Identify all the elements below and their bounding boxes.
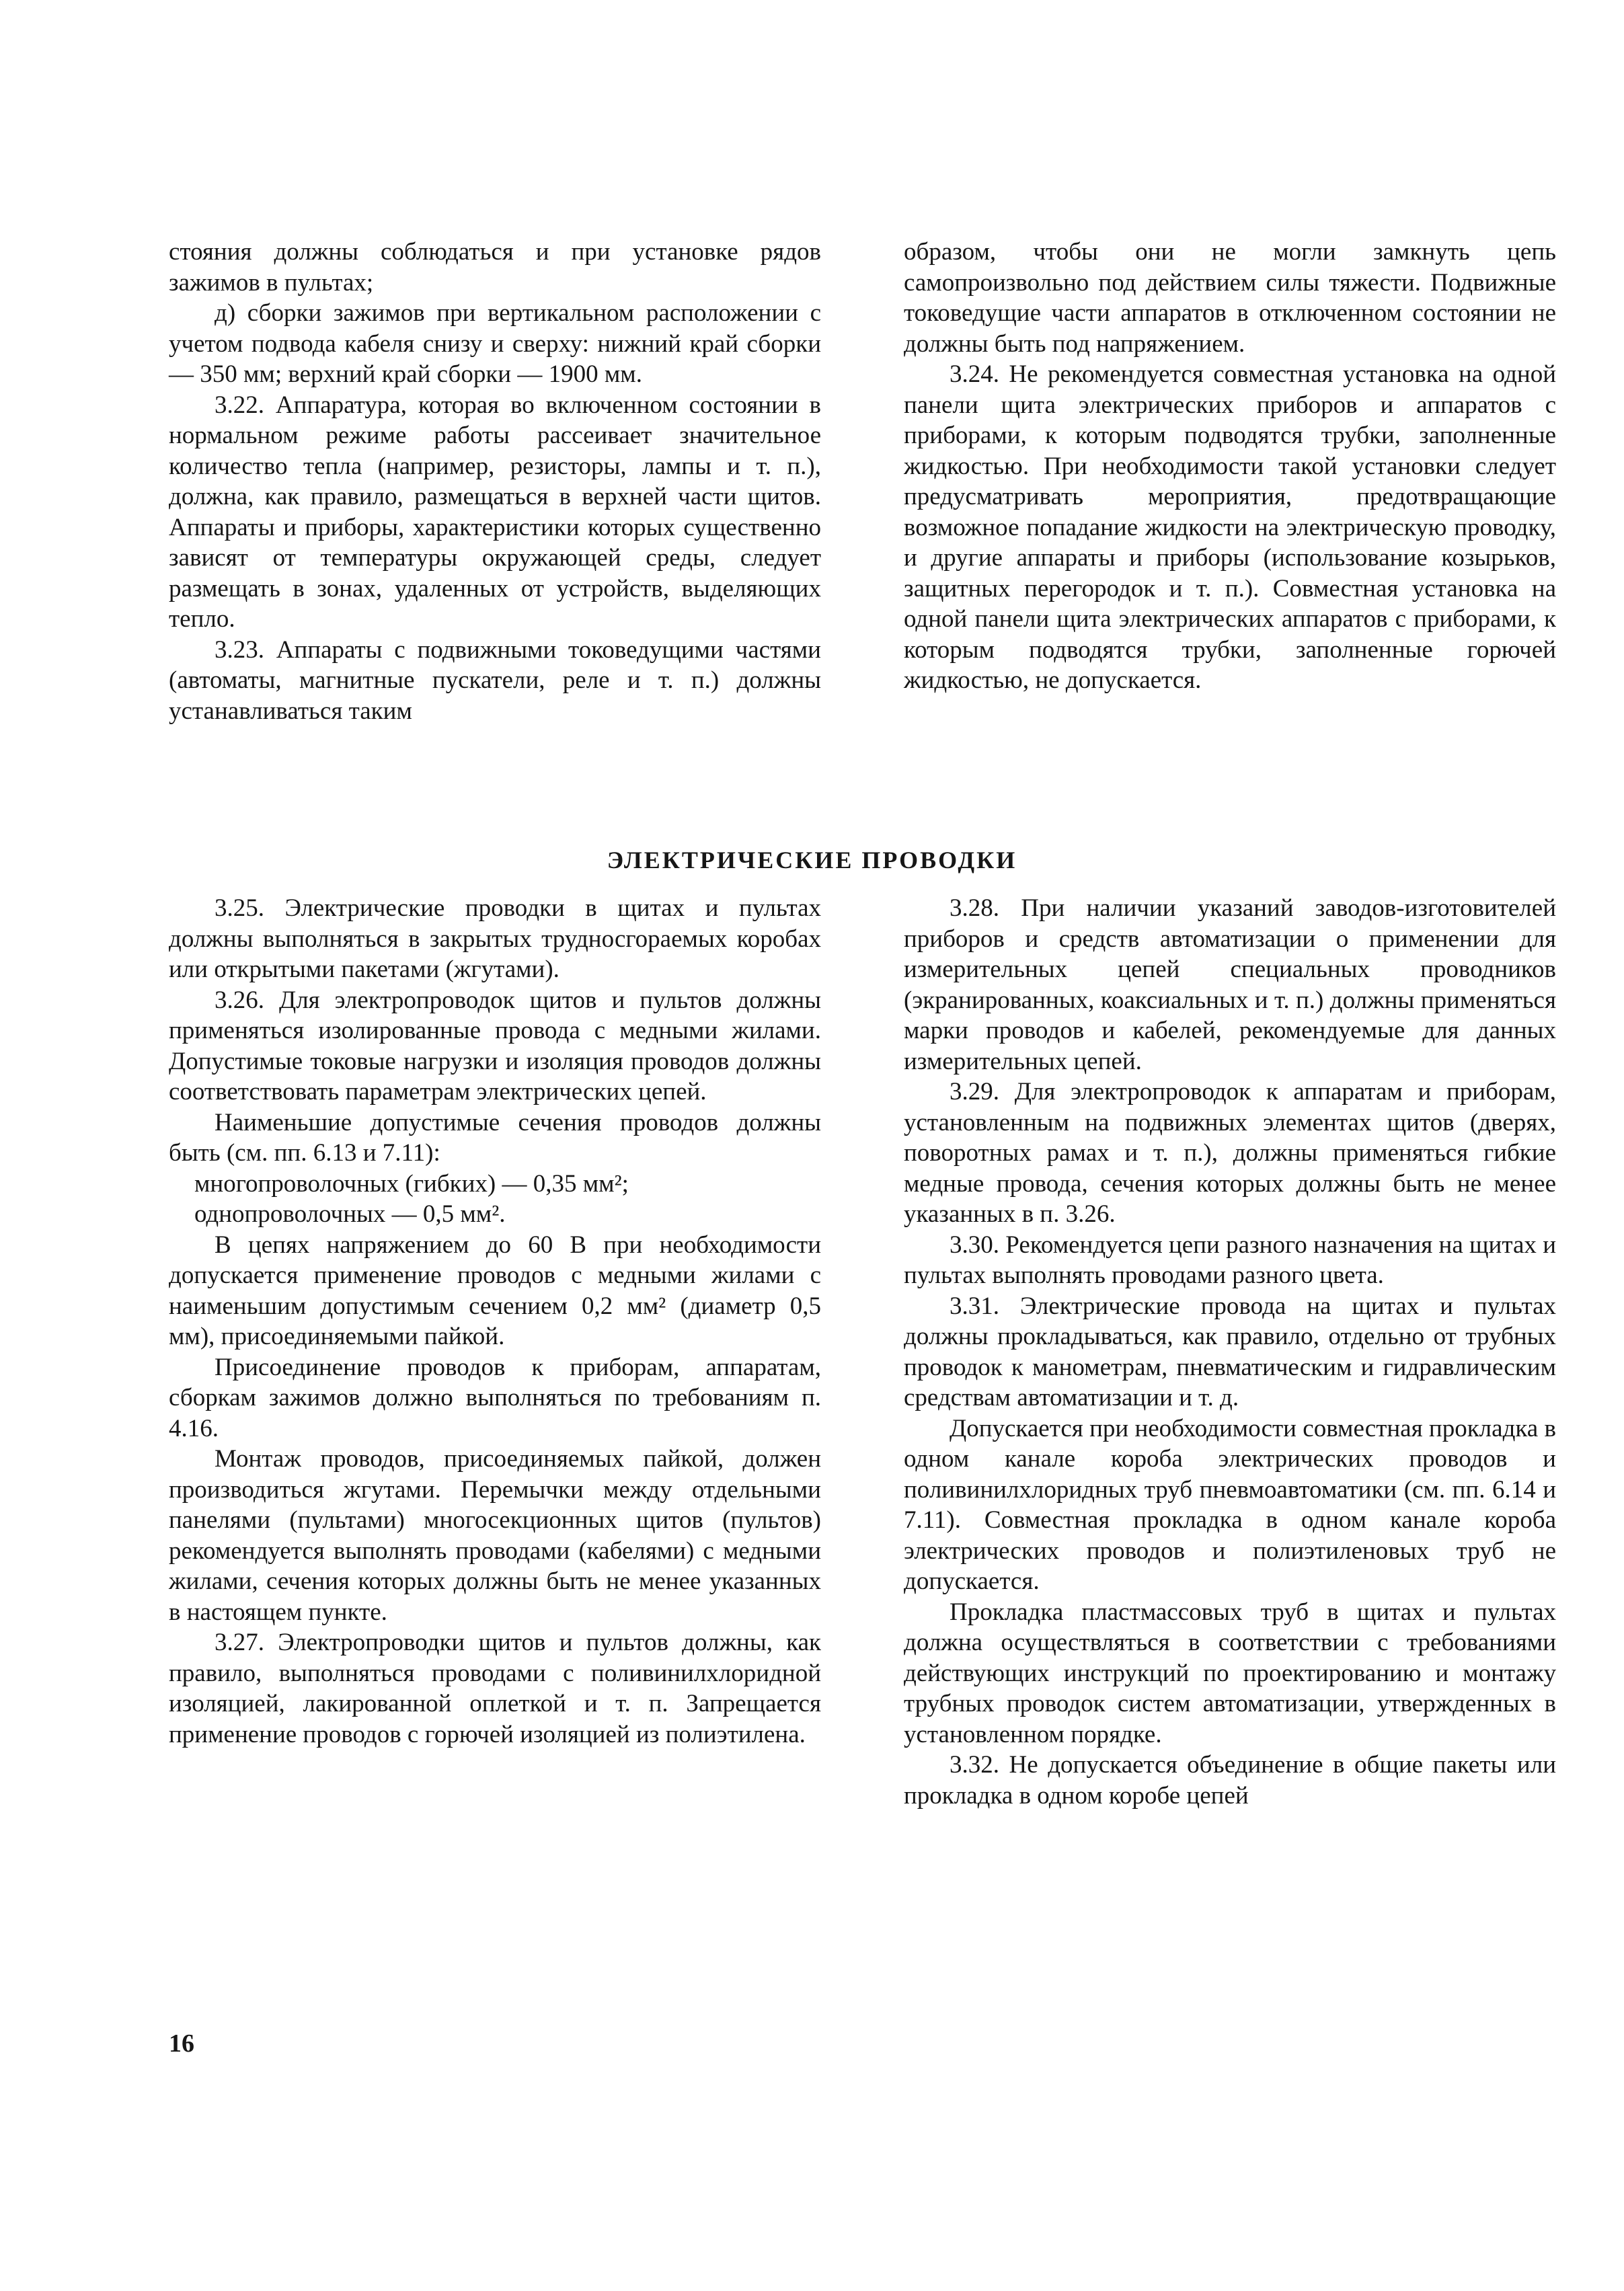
paragraph-3-25: 3.25. Электрические проводки в щитах и пультах должны выполняться в закрытых трудносгораемых коробах или открытыми пакетами (жгутами). bbox=[169, 894, 821, 983]
paragraph-3-26: 3.26. Для электропроводок щитов и пультов должны применяться изолированные провода с медными жилами. Допустимые токовые нагрузки и изоляция проводов должны соответствовать параметрам электрических цепей. bbox=[169, 986, 821, 1105]
section-heading: ЭЛЕКТРИЧЕСКИЕ ПРОВОДКИ bbox=[607, 847, 1017, 873]
list-item: однопроволочных — 0,5 мм². bbox=[194, 1200, 506, 1228]
paragraph-3-22: 3.22. Аппаратура, которая во включенном состоянии в нормальном режиме работы рассеивает значительное количество тепла (например, резисторы, лампы и т. п.), должна, как правило, размещаться в верхней части щитов. Аппараты и приборы, характеристики которых существенно зависят от температуры окружающей среды, следует размещать в зонах, удаленных от устройств, выделяющих тепло. bbox=[169, 391, 821, 633]
top-left-column bbox=[169, 237, 821, 726]
bottom-left-column bbox=[169, 893, 821, 1750]
paragraph: Монтаж проводов, присоединяемых пайкой, должен производиться жгутами. Перемычки между отдельными панелями (пультами) многосекционных щитов (пультов) рекомендуется выполнять проводами (кабелями) с медными жилами, сечения которых должны быть не менее указанных в настоящем пункте. bbox=[169, 1445, 821, 1626]
paragraph-3-28: 3.28. При наличии указаний заводов-изготовителей приборов и средств автоматизации о применении для измерительных цепей специальных проводников (экранированных, коаксиальных и т. п.) должны применяться марки проводов и кабелей, рекомендуемые для данных измерительных цепей. bbox=[904, 894, 1556, 1075]
paragraph: В цепях напряжением до 60 В при необходимости допускается применение проводов с медными жилами с наименьшим допустимым сечением 0,2 мм² (диаметр 0,5 мм), присоединяемыми пайкой. bbox=[169, 1231, 821, 1350]
paragraph-3-24: 3.24. Не рекомендуется совместная установка на одной панели щита электрических приборов и аппаратов с приборами, к которым подводятся трубки, заполненные жидкостью. При необходимости такой установки следует предусматривать мероприятия, предотвращающие возможное попадание жидкости на электрическую проводку, и другие аппараты и приборы (использование козырьков, защитных перегородок и т. п.). Совместная установка на одной панели щита электрических аппаратов с приборами, к которым подводятся трубки, заполненные горючей жидкостью, не допускается. bbox=[904, 360, 1556, 694]
paragraph-3-27: 3.27. Электропроводки щитов и пультов должны, как правило, выполняться проводами с поливинилхлоридной изоляцией, лакированной оплеткой и т. п. Запрещается применение проводов с горючей изоляцией из полиэтилена. bbox=[169, 1629, 821, 1748]
paragraph-3-30: 3.30. Рекомендуется цепи разного назначения на щитах и пультах выполнять проводами разного цвета. bbox=[904, 1231, 1556, 1289]
paragraph-3-29: 3.29. Для электропроводок к аппаратам и приборам, установленным на подвижных элементах щитов (дверях, поворотных рамах и т. п.), должны применяться гибкие медные провода, сечения которых должны быть не менее указанных в п. 3.26. bbox=[904, 1078, 1556, 1228]
top-right-column bbox=[904, 237, 1556, 696]
page-number: 16 bbox=[169, 2029, 194, 2058]
paragraph-3-31: 3.31. Электрические провода на щитах и пультах должны прокладываться, как правило, отдельно от трубных проводок к манометрам, пневматическим и гидравлическим средствам автоматизации и т. д. bbox=[904, 1292, 1556, 1411]
paragraph: стояния должны соблюдаться и при установке рядов зажимов в пультах; bbox=[169, 238, 821, 297]
paragraph-3-23: 3.23. Аппараты с подвижными токоведущими частями (автоматы, магнитные пускатели, реле и т. п.) должны устанавливаться таким bbox=[169, 635, 821, 725]
paragraph: Присоединение проводов к приборам, аппаратам, сборкам зажимов должно выполняться по требованиям п. 4.16. bbox=[169, 1353, 821, 1442]
paragraph: Наименьшие допустимые сечения проводов должны быть (см. пп. 6.13 и 7.11): bbox=[169, 1108, 821, 1167]
paragraph: Допускается при необходимости совместная прокладка в одном канале короба электрических проводов и поливинилхлоридных труб пневмоавтоматики (см. пп. 6.14 и 7.11). Совместная прокладка в одном канале короба электрических проводов и полиэтиленовых труб не допускается. bbox=[904, 1414, 1556, 1595]
list-item: многопроволочных (гибких) — 0,35 мм²; bbox=[194, 1169, 629, 1198]
bottom-right-column bbox=[904, 893, 1556, 1811]
paragraph: Прокладка пластмассовых труб в щитах и пультах должна осуществляться в соответствии с требованиями действующих инструкций по проектированию и монтажу трубных проводок систем автоматизации, утвержденных в установленном порядке. bbox=[904, 1598, 1556, 1748]
paragraph: д) сборки зажимов при вертикальном расположении с учетом подвода кабеля снизу и сверху: нижний край сборки — 350 мм; верхний край сборки — 1900 мм. bbox=[169, 299, 821, 388]
paragraph-3-32: 3.32. Не допускается объединение в общие пакеты или прокладка в одном коробе цепей bbox=[904, 1751, 1556, 1810]
paragraph: образом, чтобы они не могли замкнуть цепь самопроизвольно под действием силы тяжести. Подвижные токоведущие части аппаратов в отключенном состоянии не должны быть под напряжением. bbox=[904, 238, 1556, 358]
